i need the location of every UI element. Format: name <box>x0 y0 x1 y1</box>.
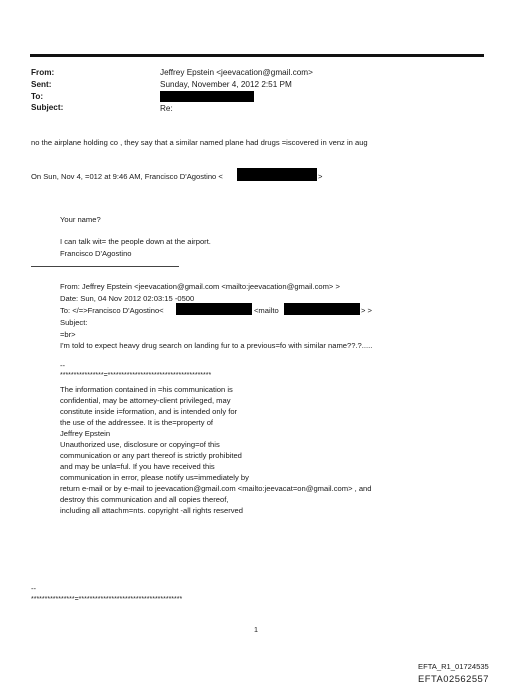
disclaimer-line-11: destroy this communication and all copies thereof, <box>60 495 229 504</box>
reply-line-1: Your name? <box>60 215 101 224</box>
from-value: Jeffrey Epstein <jeevacation@gmail.com> <box>160 68 313 77</box>
to-redaction <box>160 91 254 102</box>
disclaimer-line-12: including all attachm=nts. copyright -all rights reserved <box>60 506 243 515</box>
disclaimer-line-4: the use of the addressee. It is the=property of <box>60 418 214 427</box>
stars-line-2: ****************=************************************** <box>31 596 183 603</box>
from-label: From: <box>31 68 55 77</box>
to-label: To: <box>31 92 44 101</box>
disclaimer-line-3: constitute inside i=formation, and is intended only for <box>60 407 238 416</box>
forwarded-br: =br> <box>60 330 76 339</box>
subject-value: Re: <box>160 104 173 113</box>
forwarded-to-suffix: > > <box>361 306 372 315</box>
sent-value: Sunday, November 4, 2012 2:51 PM <box>160 80 292 89</box>
disclaimer-line-5: Jeffrey Epstein <box>60 429 111 438</box>
forwarded-from: From: Jeffrey Epstein <jeevacation@gmail.com <mailto:jeevacation@gmail.com> > <box>60 282 340 291</box>
reply-line-3: Francisco D'Agostino <box>60 249 132 258</box>
quote-email-redaction <box>237 168 317 181</box>
forwarded-date: Date: Sun, 04 Nov 2012 02:03:15 -0500 <box>60 294 195 303</box>
separator-rule <box>31 266 179 267</box>
forwarded-subject: Subject: <box>60 318 88 327</box>
stars-line: ****************=************************************** <box>60 372 212 379</box>
forwarded-to-prefix: To: </=>Francisco D'Agostino< <box>60 306 164 315</box>
disclaimer-line-9: communication in error, please notify us=immediately by <box>60 473 249 482</box>
page-number: 1 <box>254 625 258 634</box>
disclaimer-line-10: return e-mail or by e-mail to jeevacation@gmail.com <mailto:jeevacat=on@gmail.com> , and <box>60 484 372 493</box>
footer-id-1: EFTA_R1_01724535 <box>418 662 489 671</box>
disclaimer-line-7: communication or any part thereof is strictly prohibited <box>60 451 242 460</box>
forwarded-to-mailto: <mailto <box>254 306 279 315</box>
body-line: no the airplane holding co , they say that a similar named plane had drugs =iscovered in venz in aug <box>31 138 368 147</box>
disclaimer-line-1: The information contained in =his communication is <box>60 385 233 394</box>
disclaimer-line-2: confidential, may be attorney-client privileged, may <box>60 396 231 405</box>
subject-label: Subject: <box>31 103 64 112</box>
reply-line-2: I can talk wit= the people down at the airport. <box>60 237 211 246</box>
signature-dashes-2: -- <box>31 584 37 593</box>
quote-intro-prefix: On Sun, Nov 4, =012 at 9:46 AM, Francisco D'Agostino < <box>31 172 223 181</box>
signature-dashes: -- <box>60 361 66 370</box>
disclaimer-line-6: Unauthorized use, disclosure or copying=of this <box>60 440 220 449</box>
footer-id-2: EFTA02562557 <box>418 673 489 684</box>
top-rule <box>30 54 484 57</box>
sent-label: Sent: <box>31 80 52 89</box>
disclaimer-line-8: and may be unla=ful. If you have received this <box>60 462 215 471</box>
quote-intro-suffix: > <box>318 172 323 181</box>
forwarded-to-redaction-2 <box>284 303 360 315</box>
forwarded-message: I'm told to expect heavy drug search on landing fur to a previous=fo with similar name??.?..... <box>60 341 373 350</box>
forwarded-to-redaction-1 <box>176 303 252 315</box>
